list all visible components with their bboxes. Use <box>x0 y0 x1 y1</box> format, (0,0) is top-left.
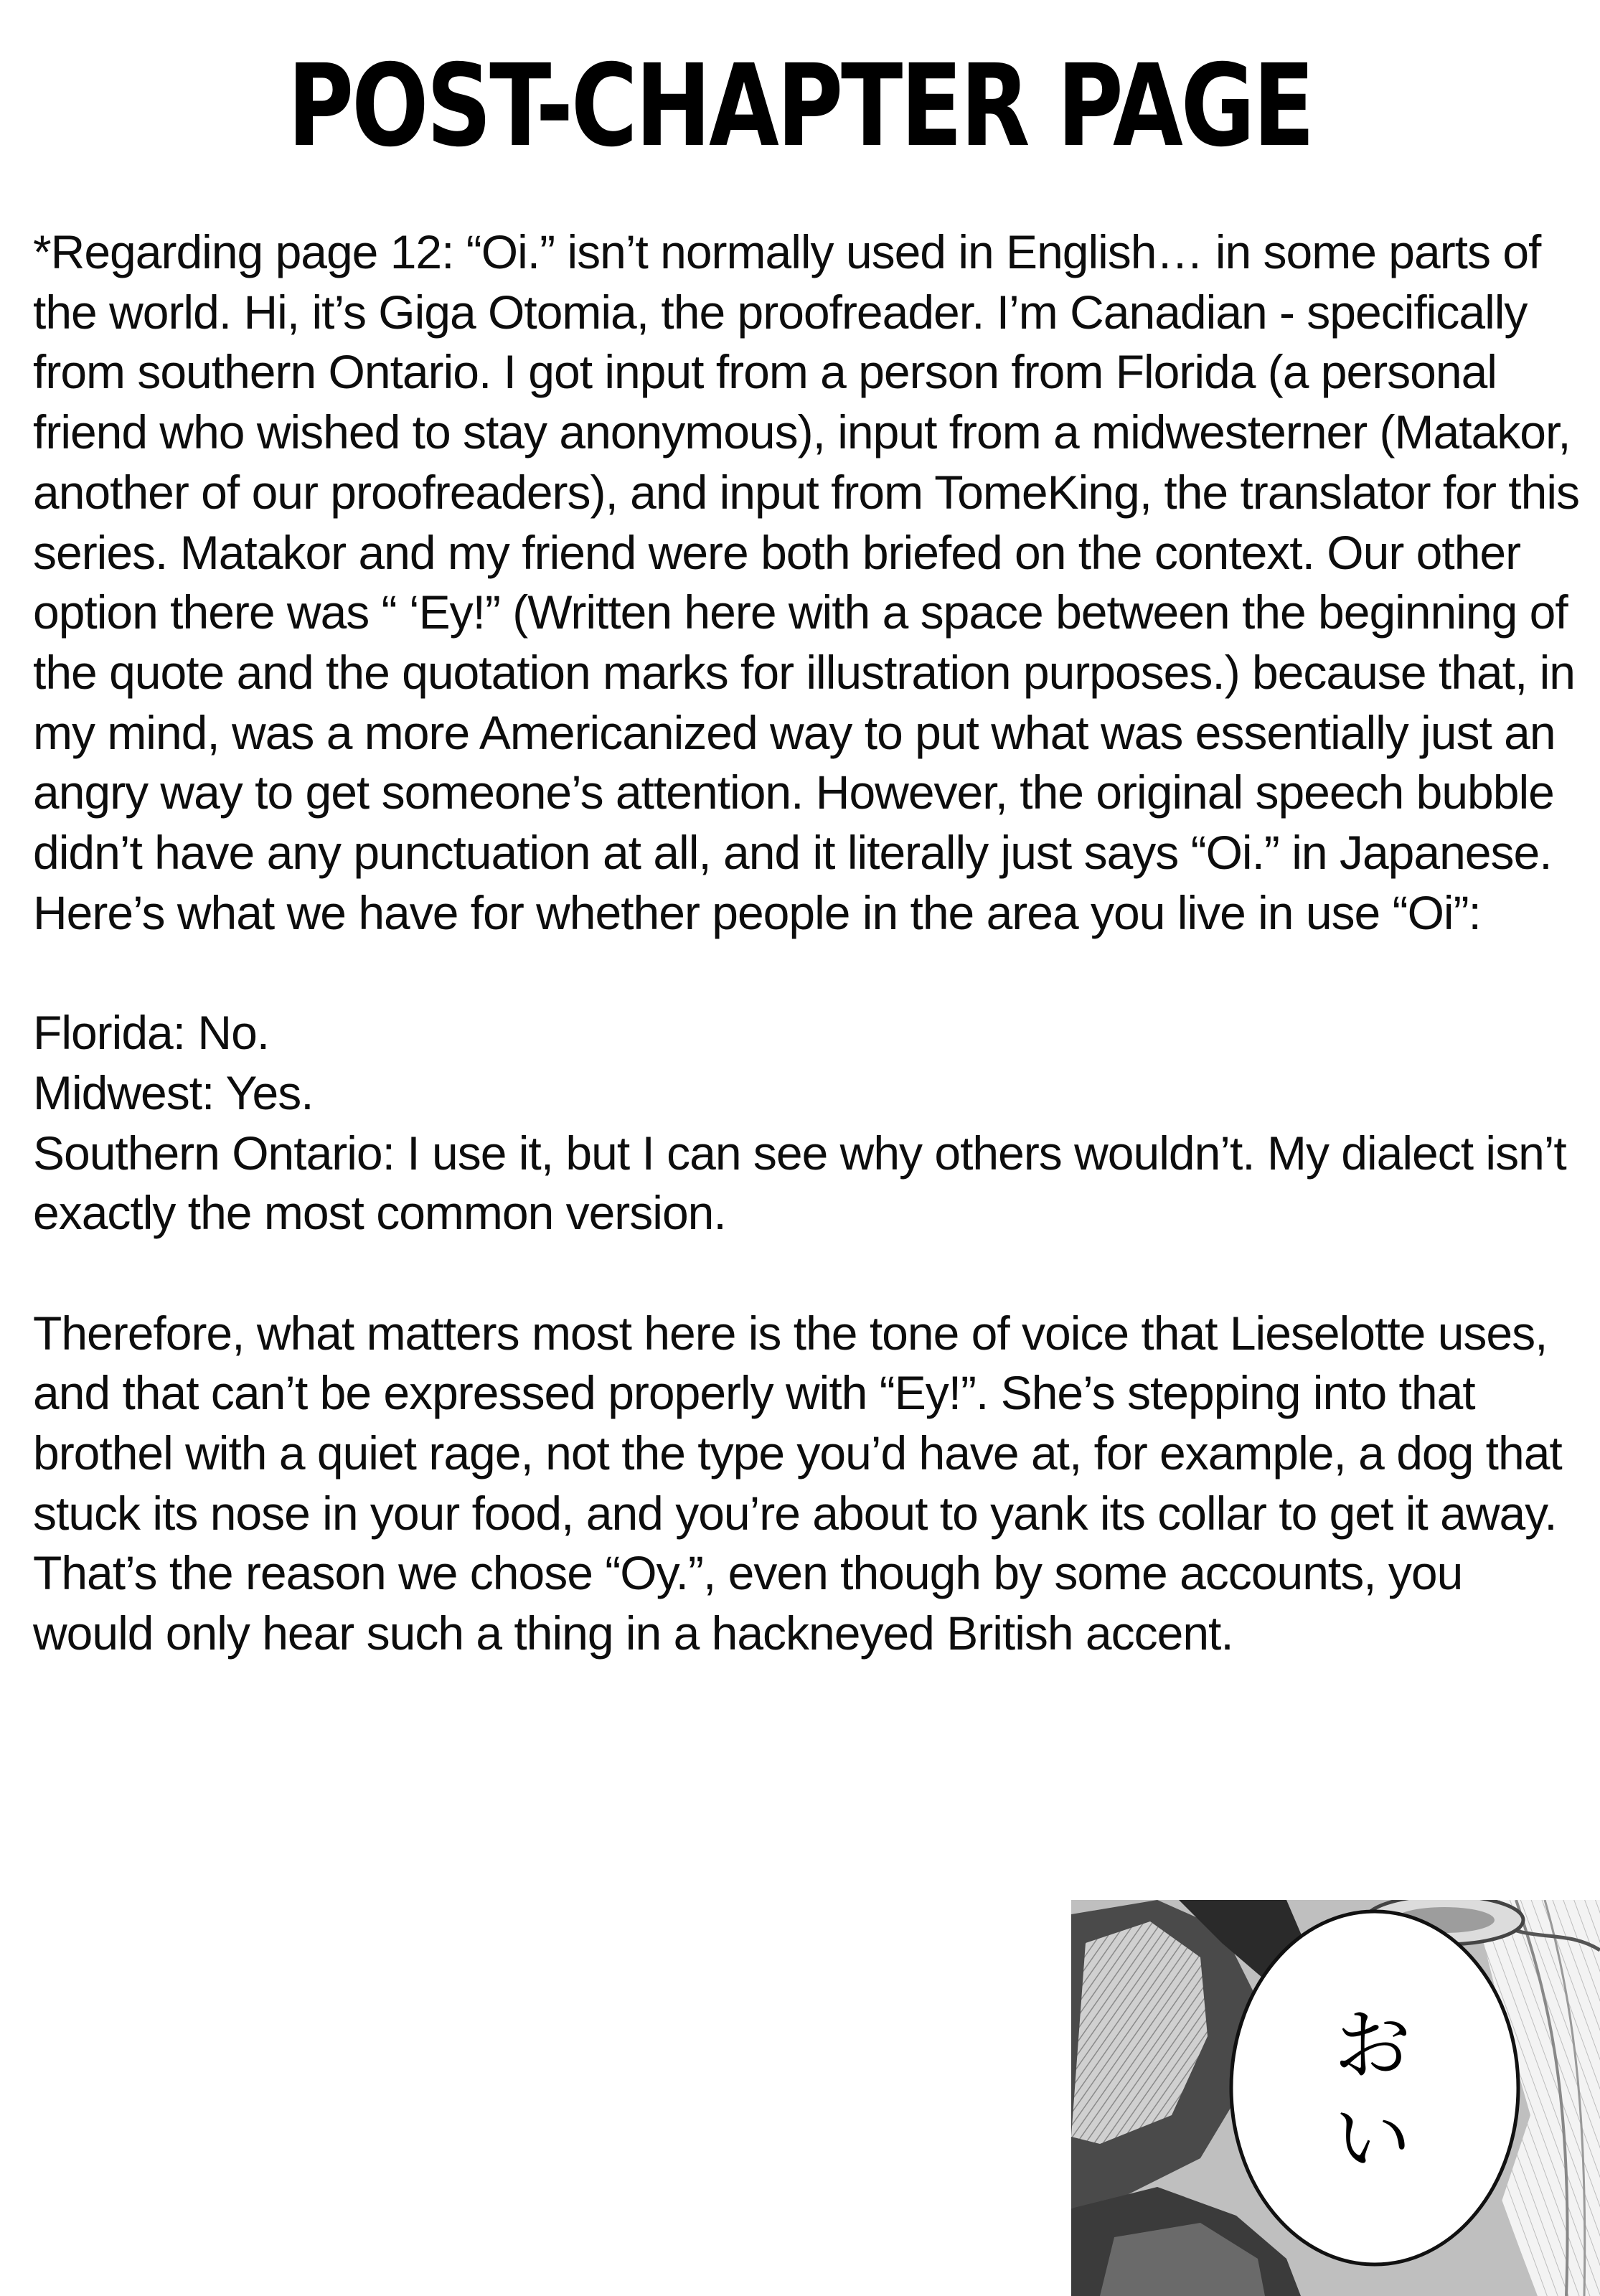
speech-bubble-char-i: い <box>1333 2094 1412 2184</box>
translator-note <box>33 222 1583 1664</box>
region-florida: Florida: No. <box>33 1006 270 1060</box>
region-midwest: Midwest: Yes. <box>33 1065 314 1119</box>
note-intro-paragraph: *Regarding page 12: “Oi.” isn’t normally used in English… in some parts of the world. Hi, it’s Giga Otomia, the proofreader. I’m Canadian - specifically from southern Ontario. I got input from a person from Florida (a personal friend who wished to stay anonymous), input from a midwesterner (Matakor, another of our proofreaders), and input from TomeKing, the translator for this series. Matakor and my friend were both briefed on the context. Our other option there was “ ‘Ey!” (Written here with a space between the beginning of the quote and the quotation marks for illustration purposes.) because that, in my mind, was a more Americanized way to put what was essentially just an angry way to get someone’s attention. However, the original speech bubble didn’t have any punctuation at all, and it literally just says “Oi.” in Japanese. Here’s what we have for whether people in the area you live in use “Oi”: <box>33 225 1579 939</box>
paragraph-gap <box>33 943 1583 1003</box>
note-conclusion-paragraph: Therefore, what matters most here is the tone of voice that Lieselotte uses, and that can’t be expressed properly with “Ey!”. She’s stepping into that brothel with a quiet rage, not the type you’d have at, for example, a dog that stuck its nose in your food, and you’re about to yank its collar to get it away. That’s the reason we chose “Oy.”, even though by some accounts, you would only hear such a thing in a hackneyed British accent. <box>33 1306 1562 1660</box>
region-southern-ontario: Southern Ontario: I use it, but I can see why others wouldn’t. My dialect isn’t exactly the most common version. <box>33 1126 1566 1240</box>
manga-panel-image <box>1071 1900 1600 2296</box>
page-title: POST-CHAPTER PAGE <box>287 40 1313 172</box>
paragraph-gap <box>33 1243 1583 1304</box>
speech-bubble-char-o: お <box>1333 2001 1412 2091</box>
